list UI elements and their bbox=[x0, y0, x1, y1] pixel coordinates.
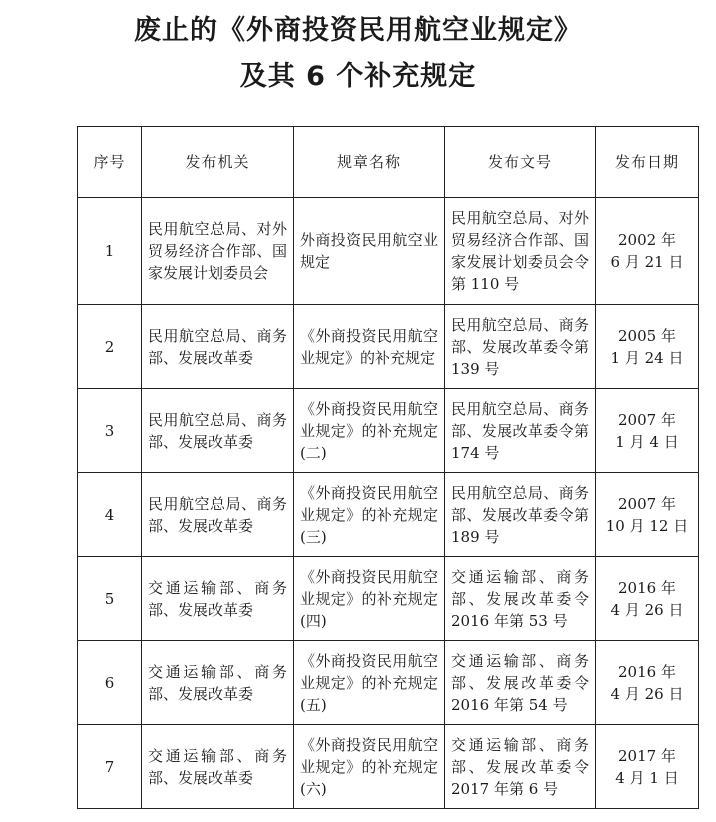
table-header-row bbox=[78, 127, 699, 198]
issue-date-year: 2002 年 bbox=[618, 231, 676, 249]
cell-issue-date bbox=[596, 473, 699, 557]
issue-date-year: 2007 年 bbox=[618, 410, 676, 429]
header-issuing-authority: 发布机关 bbox=[142, 127, 294, 198]
cell-issue-date bbox=[596, 557, 699, 641]
cell-document-number: 交通运输部、商务部、发展改革委令 2016 年第 53 号 bbox=[445, 557, 596, 641]
cell-issue-date bbox=[596, 389, 699, 473]
cell-document-number: 民用航空总局、商务部、发展改革委令第 189 号 bbox=[445, 473, 596, 557]
cell-serial-number: 3 bbox=[78, 389, 142, 473]
cell-serial-number: 5 bbox=[78, 557, 142, 641]
issue-date-month-day: 1 月 4 日 bbox=[615, 432, 679, 451]
cell-issuing-authority: 民用航空总局、对外贸易经济合作部、国家发展计划委员会 bbox=[142, 198, 294, 305]
cell-regulation-name: 《外商投资民用航空业规定》的补充规定(五) bbox=[294, 641, 445, 725]
issue-date-month-day: 4 月 26 日 bbox=[610, 600, 684, 619]
cell-issue-date bbox=[596, 725, 699, 809]
issue-date-year: 2017 年 bbox=[618, 746, 676, 765]
issue-date-year: 2016 年 bbox=[618, 578, 676, 597]
header-document-number: 发布文号 bbox=[445, 127, 596, 198]
document-title-line1: 废止的《外商投资民用航空业规定》 bbox=[134, 15, 582, 46]
cell-document-number: 民用航空总局、商务部、发展改革委令第 139 号 bbox=[445, 305, 596, 389]
issue-date-month-day: 1 月 24 日 bbox=[610, 348, 684, 367]
cell-regulation-name: 《外商投资民用航空业规定》的补充规定(三) bbox=[294, 473, 445, 557]
table-row bbox=[78, 557, 699, 641]
cell-document-number: 交通运输部、商务部、发展改革委令 2017 年第 6 号 bbox=[445, 725, 596, 809]
issue-date-month-day: 4 月 26 日 bbox=[610, 684, 684, 703]
cell-issue-date bbox=[596, 641, 699, 725]
cell-document-number: 民用航空总局、商务部、发展改革委令第 174 号 bbox=[445, 389, 596, 473]
issue-date-year: 2007 年 bbox=[618, 494, 676, 513]
cell-issuing-authority: 民用航空总局、商务部、发展改革委 bbox=[142, 389, 294, 473]
cell-issuing-authority: 交通运输部、商务部、发展改革委 bbox=[142, 557, 294, 641]
cell-regulation-name: 《外商投资民用航空业规定》的补充规定(六) bbox=[294, 725, 445, 809]
table-row bbox=[78, 305, 699, 389]
repealed-regulations-table bbox=[77, 126, 699, 809]
cell-issue-date bbox=[596, 198, 699, 305]
cell-issuing-authority: 交通运输部、商务部、发展改革委 bbox=[142, 641, 294, 725]
cell-regulation-name: 《外商投资民用航空业规定》的补充规定(二) bbox=[294, 389, 445, 473]
table-row bbox=[78, 198, 699, 305]
cell-regulation-name: 《外商投资民用航空业规定》的补充规定(四) bbox=[294, 557, 445, 641]
issue-date-month-day: 6 月 21 日 bbox=[610, 253, 684, 271]
issue-date-month-day: 4 月 1 日 bbox=[615, 768, 679, 787]
header-issue-date: 发布日期 bbox=[596, 127, 699, 198]
issue-date-year: 2005 年 bbox=[618, 326, 676, 345]
header-regulation-name: 规章名称 bbox=[294, 127, 445, 198]
table-row bbox=[78, 725, 699, 809]
issue-date-month-day: 10 月 12 日 bbox=[605, 516, 689, 535]
cell-serial-number: 6 bbox=[78, 641, 142, 725]
issue-date-year: 2016 年 bbox=[618, 662, 676, 681]
cell-regulation-name: 外商投资民用航空业规定 bbox=[294, 198, 445, 305]
cell-serial-number: 7 bbox=[78, 725, 142, 809]
cell-serial-number: 2 bbox=[78, 305, 142, 389]
cell-issuing-authority: 民用航空总局、商务部、发展改革委 bbox=[142, 473, 294, 557]
cell-issuing-authority: 民用航空总局、商务部、发展改革委 bbox=[142, 305, 294, 389]
cell-document-number: 交通运输部、商务部、发展改革委令 2016 年第 54 号 bbox=[445, 641, 596, 725]
header-serial-number: 序号 bbox=[78, 127, 142, 198]
cell-serial-number: 4 bbox=[78, 473, 142, 557]
table-row bbox=[78, 473, 699, 557]
cell-serial-number: 1 bbox=[78, 198, 142, 305]
cell-regulation-name: 《外商投资民用航空业规定》的补充规定 bbox=[294, 305, 445, 389]
table-row bbox=[78, 641, 699, 725]
document-title-line2: 及其 6 个补充规定 bbox=[239, 61, 477, 92]
cell-document-number: 民用航空总局、对外贸易经济合作部、国家发展计划委员会令第 110 号 bbox=[445, 198, 596, 305]
table-row bbox=[78, 389, 699, 473]
cell-issue-date bbox=[596, 305, 699, 389]
cell-issuing-authority: 交通运输部、商务部、发展改革委 bbox=[142, 725, 294, 809]
